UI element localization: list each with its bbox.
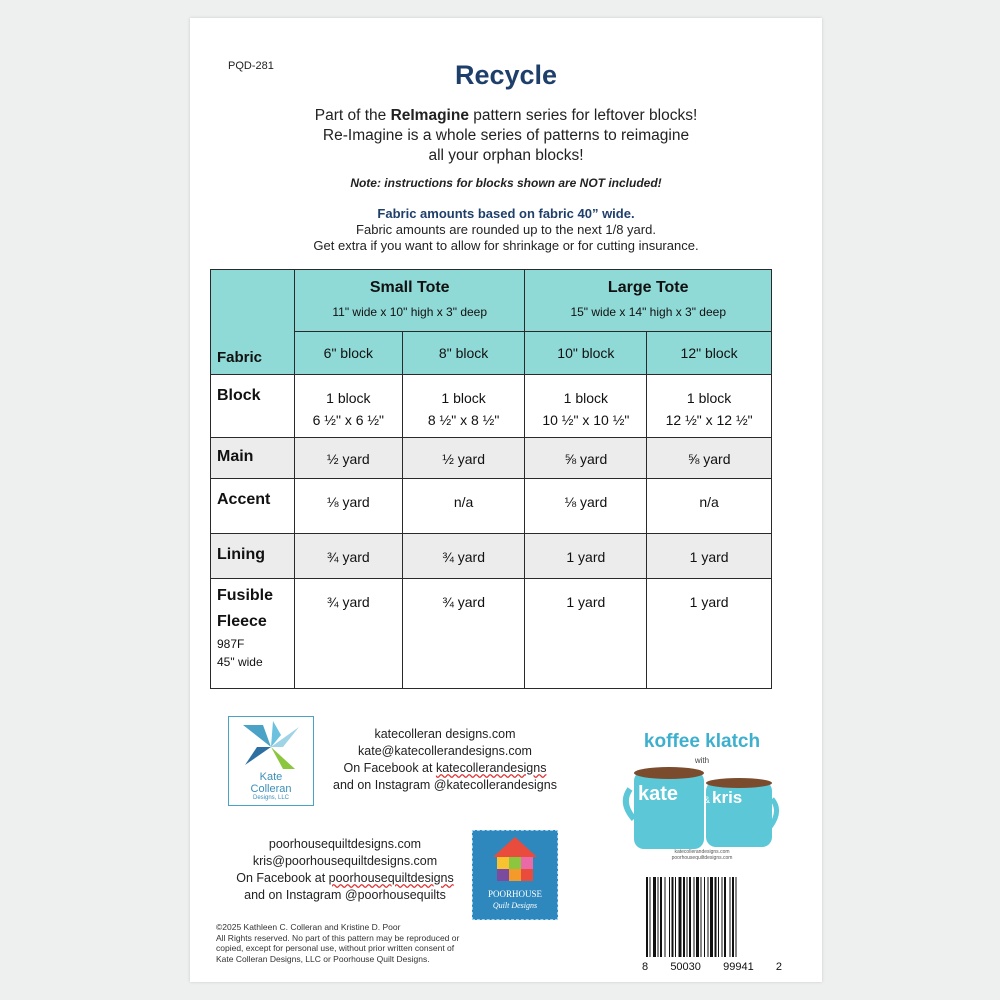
cell-value: ¾ yard — [442, 549, 485, 565]
pinwheel-icon — [229, 717, 313, 771]
table-cell — [402, 579, 525, 689]
pattern-back-cover — [190, 18, 822, 982]
table-row-lining — [211, 534, 772, 579]
table-cell — [402, 534, 525, 579]
row-label-block — [211, 375, 295, 438]
koffee-with: with — [694, 756, 710, 765]
cell-value: ¾ yard — [326, 549, 370, 565]
barcode-bar — [660, 877, 662, 957]
barcode-bar — [732, 877, 734, 957]
table-cell — [525, 375, 647, 438]
intro-series-name: ReImagine — [390, 107, 469, 124]
poorhouse-instagram-link[interactable]: and on Instagram @poorhousequilts — [244, 888, 446, 902]
table-cell — [525, 534, 647, 579]
table-cell — [647, 479, 772, 534]
barcode-bar — [730, 877, 731, 957]
table-cell — [402, 438, 525, 479]
row-label-fusible-fleece — [211, 579, 295, 689]
kate-email-link[interactable]: kate@katecollerandesigns.com — [358, 744, 532, 758]
barcode-bar — [689, 877, 691, 957]
barcode-bar — [715, 877, 717, 957]
poorhouse-logo-line2: Quilt Designs — [492, 901, 538, 910]
barcode-bar — [650, 877, 651, 957]
table-cell — [647, 534, 772, 579]
size-10-header: 10" block — [525, 332, 647, 375]
cell-value: 1 yard — [689, 594, 729, 610]
cell-line1: 1 block — [326, 390, 371, 406]
koffee-kate: kate — [638, 783, 679, 805]
cell-line2: 8 ½" x 8 ½" — [427, 412, 500, 428]
barcode-bar — [694, 877, 695, 957]
row-label-lining — [211, 534, 295, 579]
barcode-bar — [669, 877, 670, 957]
intro-line1-pre: Part of the — [314, 107, 391, 124]
row-label-main — [211, 438, 295, 479]
large-tote-header — [525, 270, 772, 332]
kate-colleran-logo — [228, 716, 314, 806]
cell-value: ⅛ yard — [564, 494, 608, 510]
cell-line2: 10 ½" x 10 ½" — [542, 412, 630, 428]
row-label-main-text: Main — [217, 448, 254, 465]
kate-website-link[interactable]: katecolleran designs.com — [374, 727, 516, 741]
barcode-bar — [646, 877, 648, 957]
intro-text — [190, 106, 822, 166]
table-row-block — [211, 375, 772, 438]
barcode-bar — [683, 877, 685, 957]
cell-line2: 6 ½" x 6 ½" — [312, 412, 385, 428]
kate-logo-name — [229, 771, 313, 795]
barcode-bar — [718, 877, 719, 957]
kate-facebook-link[interactable]: katecollerandesigns — [435, 761, 547, 775]
barcode-bar — [687, 877, 688, 957]
poorhouse-contact — [220, 836, 470, 904]
table-cell — [402, 479, 525, 534]
fleece-width: 45" wide — [217, 655, 263, 669]
copyright-line1: ©2025 Kathleen C. Colleran and Kristine D. Poor — [216, 922, 401, 932]
cell-line2: 12 ½" x 12 ½" — [665, 412, 753, 428]
barcode-bar — [724, 877, 726, 957]
table-cell — [525, 479, 647, 534]
barcode-bar — [704, 877, 705, 957]
cell-value: ⅝ yard — [564, 451, 608, 467]
barcode-bar — [653, 877, 656, 957]
size-12-header: 12" block — [647, 332, 772, 375]
cell-value: ⅝ yard — [687, 451, 731, 467]
copyright-line4: Kate Colleran Designs, LLC or Poorhouse Quilt Designs. — [216, 953, 430, 964]
table-cell — [294, 375, 402, 438]
koffee-amp: & — [704, 795, 711, 805]
small-tote-header — [294, 270, 525, 332]
barcode-digit-group: 2 — [775, 961, 782, 973]
table-cell — [294, 534, 402, 579]
intro-line2: Re-Imagine is a whole series of patterns to reimagine — [322, 127, 690, 144]
table-cell — [294, 438, 402, 479]
fabric-info-heading: Fabric amounts based on fabric 40” wide. — [377, 206, 635, 221]
row-label-lining-text: Lining — [217, 546, 265, 563]
poorhouse-logo — [472, 830, 558, 920]
poorhouse-website-link[interactable]: poorhousequiltdesigns.com — [268, 837, 422, 851]
barcode — [642, 875, 782, 975]
copyright-line2: All Rights reserved. No part of this pattern may be reproduced or — [216, 932, 460, 943]
cell-value: 1 yard — [689, 549, 729, 565]
copyright-line3: copied, except for personal use, without prior written consent of — [216, 943, 455, 953]
copyright-notice — [216, 922, 516, 964]
barcode-digit-group: 8 — [642, 961, 649, 973]
cell-value: ½ yard — [442, 451, 485, 467]
cell-line1: 1 block — [563, 390, 609, 406]
kate-instagram-link[interactable]: and on Instagram @katecollerandesigns — [333, 778, 557, 792]
cell-value: 1 yard — [566, 549, 606, 565]
barcode-bar — [679, 877, 682, 957]
table-cell — [525, 438, 647, 479]
barcode-bar — [736, 877, 737, 957]
koffee-url1: katecollerandesigns.com — [674, 849, 730, 855]
quilt-house-icon — [473, 831, 557, 889]
fabric-info-line2: Get extra if you want to allow for shrinkage or for cutting insurance. — [313, 238, 699, 253]
table-row-accent — [211, 479, 772, 534]
kate-facebook-label: On Facebook at — [343, 761, 436, 775]
poorhouse-facebook-label: On Facebook at — [236, 871, 329, 885]
cell-line1: 1 block — [441, 390, 486, 406]
barcode-digits — [642, 961, 782, 973]
row-label-fleece: Fleece — [217, 613, 267, 630]
fabric-header: Fabric — [211, 270, 295, 375]
barcode-digit-group: 99941 — [723, 961, 754, 973]
poorhouse-facebook-link[interactable]: poorhousequiltdesigns — [328, 871, 454, 885]
barcode-bar — [710, 877, 713, 957]
intro-line1-post: pattern series for leftover blocks! — [468, 107, 698, 124]
size-6-header: 6" block — [294, 332, 402, 375]
table-cell — [294, 579, 402, 689]
barcode-digit-group: 50030 — [670, 961, 701, 973]
kate-logo-line2: Colleran — [250, 783, 292, 795]
barcode-bar — [672, 877, 674, 957]
fabric-info — [190, 206, 822, 254]
intro-line3: all your orphan blocks! — [428, 147, 584, 164]
small-tote-dims: 11" wide x 10" high x 3" deep — [332, 305, 488, 319]
poorhouse-logo-line1: POORHOUSE — [487, 889, 542, 899]
row-label-block-text: Block — [217, 387, 261, 404]
table-row-main — [211, 438, 772, 479]
instructions-note: Note: instructions for blocks shown are NOT included! — [350, 176, 662, 190]
barcode-bar — [722, 877, 723, 957]
cell-value: ¾ yard — [326, 594, 370, 610]
poorhouse-email-link[interactable]: kris@poorhousequiltdesigns.com — [252, 854, 438, 868]
cell-value: ½ yard — [326, 451, 370, 467]
koffee-kris: kris — [712, 788, 743, 807]
kate-contact — [320, 726, 570, 794]
fabric-info-line1: Fabric amounts are rounded up to the next 1/8 yard. — [356, 222, 656, 237]
barcode-bar — [675, 877, 676, 957]
barcode-bar — [701, 877, 702, 957]
table-row-fusible-fleece — [211, 579, 772, 689]
size-8-header: 8" block — [402, 332, 525, 375]
row-label-fusible: Fusible — [217, 587, 274, 604]
koffee-klatch-title: koffee klatch — [643, 731, 761, 752]
pattern-code: PQD-281 — [228, 60, 274, 72]
barcode-bars — [642, 875, 782, 961]
small-tote-name: Small Tote — [369, 279, 450, 296]
cell-value: ⅛ yard — [326, 494, 370, 510]
large-tote-dims: 15" wide x 14" high x 3" deep — [570, 305, 727, 319]
cell-value: n/a — [699, 494, 719, 510]
barcode-bar — [665, 877, 666, 957]
koffee-klatch-logo — [622, 723, 782, 863]
row-label-accent — [211, 479, 295, 534]
fabric-requirements-table — [210, 269, 772, 689]
fleece-product-code: 987F — [217, 637, 245, 651]
cell-value: n/a — [453, 494, 474, 510]
kate-logo-llc: Designs, LLC — [252, 795, 290, 801]
table-cell — [402, 375, 525, 438]
barcode-bar — [708, 877, 709, 957]
barcode-bar — [658, 877, 659, 957]
cell-value: ¾ yard — [442, 594, 485, 610]
table-cell — [647, 579, 772, 689]
large-tote-name: Large Tote — [607, 279, 689, 296]
pattern-title: Recycle — [454, 60, 558, 90]
koffee-url2: poorhousequiltdesigns.com — [671, 855, 733, 861]
table-cell — [647, 438, 772, 479]
cell-line1: 1 block — [686, 390, 732, 406]
table-cell — [525, 579, 647, 689]
table-cell — [647, 375, 772, 438]
table-cell — [294, 479, 402, 534]
cell-value: 1 yard — [566, 594, 606, 610]
barcode-bar — [696, 877, 699, 957]
kate-logo-line1: Kate — [259, 771, 283, 783]
row-label-accent-text: Accent — [217, 491, 271, 508]
